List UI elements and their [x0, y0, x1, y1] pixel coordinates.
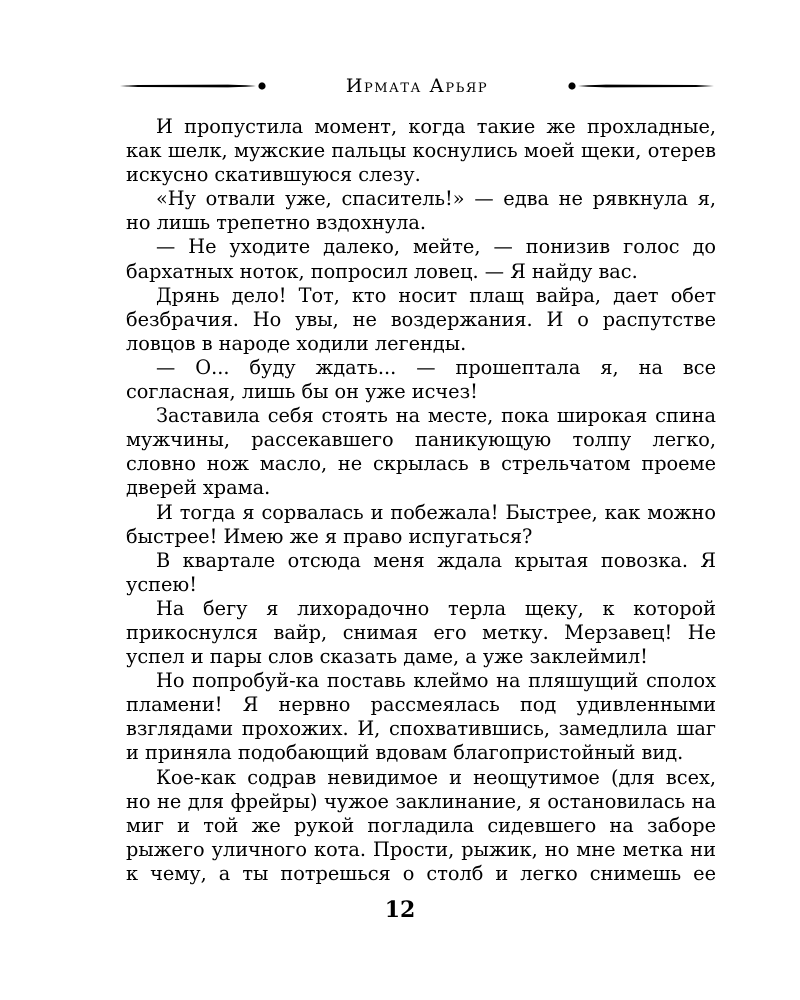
ornament-left-icon: [118, 72, 268, 100]
page-number: 12: [384, 897, 416, 923]
page-header: [118, 72, 716, 100]
paragraph: Дрянь дело! Тот, кто носит плащ вайра, дает обет безбрачия. Но увы, не воздержания. И о распутстве ловцов в народе ходили легенды.: [126, 283, 716, 355]
paragraph: Заставила себя стоять на месте, пока широкая спина мужчины, рассекавшего паникующую толпу легко, словно нож масло, не скрылась в стрельчатом проеме дверей храма.: [126, 404, 716, 500]
paragraph: Кое-как содрав невидимое и неощутимое (для всех, но не для фрейры) чужое заклинание, я остановилась на миг и той же рукой погладила сидевшего на заборе рыжего уличного кота. Прости, рыжик, но мне метка ни к чему, а ты потрешься о столб и легко снимешь ее: [126, 765, 716, 885]
paragraph: — Не уходите далеко, мейте, — понизив голос до бархатных ноток, попросил ловец. — Я найду вас.: [126, 235, 716, 283]
running-head: Ирмата Арьяр: [345, 75, 489, 97]
ornament-right-icon: [566, 72, 716, 100]
paragraph: И тогда я сорвалась и побежала! Быстрее, как можно быстрее! Имею же я право испугаться?: [126, 500, 716, 548]
paragraph: — О... буду ждать... — прошептала я, на все согласная, лишь бы он уже исчез!: [126, 355, 716, 404]
paragraph: В квартале отсюда меня ждала крытая повозка. Я успею!: [126, 548, 716, 596]
body-text: [126, 115, 716, 886]
paragraph: И пропустила момент, когда такие же прохладные, как шелк, мужские пальцы коснулись моей щеки, отерев искусно скатившуюся слезу.: [126, 115, 716, 187]
paragraph: Но попробуй-ка поставь клеймо на пляшущий сполох пламени! Я нервно рассмеялась под удивленными взглядами прохожих. И, спохватившись, замедлила шаг и приняла подобающий вдовам благопристойный вид.: [126, 669, 716, 765]
paragraph: «Ну отвали уже, спаситель!» — едва не рявкнула я, но лишь трепетно вздохнула.: [126, 187, 716, 235]
paragraph: На бегу я лихорадочно терла щеку, к которой прикоснулся вайр, снимая его метку. Мерзавец! Не успел и пары слов сказать даме, а уже заклеймил!: [126, 596, 716, 669]
